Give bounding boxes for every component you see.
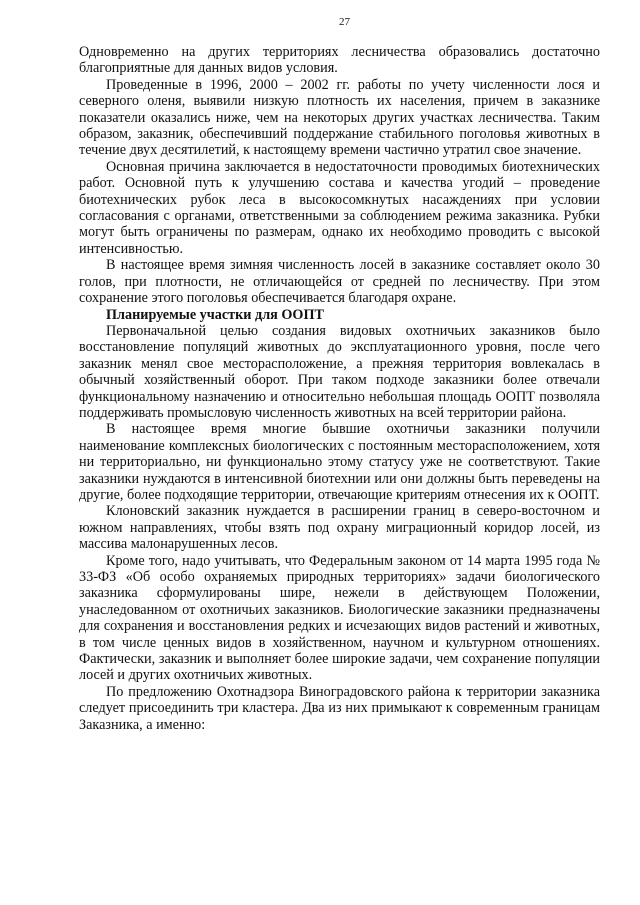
section-heading: Планируемые участки для ООПТ <box>106 306 324 323</box>
section-paragraph-4: Кроме того, надо учитывать, что Федеральным законом от 14 марта 1995 года № 33-ФЗ «Об особо охраняемых природных территориях» задачи биологического заказника сформулированы шире, нежели в действующем Положении, унаследованном от охотничьих заказников. Биологические заказники предназначены для сохранения и восстановления редких и исчезающих видов растений и животных, в том числе ценных видов в хозяйственном, научном и культурном отношениях. Фактически, заказник и выполняет более широкие задачи, чем сохранение популяции лосей и других охотничьих животных. <box>79 552 600 684</box>
section-paragraph-3: Клоновский заказник нуждается в расширении границ в северо-восточном и южном направлениях, чтобы взять под охрану миграционный коридор лосей, из массива малонарушенных лесов. <box>79 503 600 553</box>
document-body <box>79 44 600 733</box>
paragraph-3: Основная причина заключается в недостаточности проводимых биотехнических работ. Основной путь к улучшению состава и качества угодий – проведение биотехнических рубок леса в высокосомкнутых насаждениях при условии согласования с органами, ответственными за соблюдением режима заказника. Рубки могут быть ограничены по размерам, однако их необходимо проводить с высокой интенсивностью. <box>79 158 600 257</box>
section-paragraph-2: В настоящее время многие бывшие охотничьи заказники получили наименование комплексных биологических с постоянным месторасположением, хотя ни территориально, ни функционально этому статусу уже не соответствуют. Такие заказники нуждаются в интенсивной биотехнии или они должны быть переведены на другие, более подходящие территории, отвечающие критериям отнесения их к ООПТ. <box>79 421 600 503</box>
paragraph-1: Одновременно на других территориях лесничества образовались достаточно благоприятные для данных видов условия. <box>79 44 600 77</box>
paragraph-4: В настоящее время зимняя численность лосей в заказнике составляет около 30 голов, при плотности, не отличающейся от средней по лесничеству. При этом сохранение этого поголовья обеспечивается благодаря охране. <box>79 257 600 307</box>
paragraph-2: Проведенные в 1996, 2000 – 2002 гг. работы по учету численности лося и северного оленя, выявили низкую плотность их населения, причем в заказнике показатели оказались ниже, чем на некоторых других участках лесничества. Таким образом, заказник, обеспечивший поддержание стабильного поголовья животных в течение двух десятилетий, к настоящему времени частично утратил свое значение. <box>79 76 600 159</box>
section-paragraph-5: По предложению Охотнадзора Виноградовского района к территории заказника следует присоединить три кластера. Два из них примыкают к современным границам Заказника, а именно: <box>79 683 600 733</box>
section-paragraph-1: Первоначальной целью создания видовых охотничьих заказников было восстановление популяций животных до эксплуатационного уровня, после чего заказник менял свое месторасположение, а прежняя территория вовлекалась в обычный хозяйственный оборот. При таком подходе заказники более отвечали функциональному назначению и относительно небольшая площадь ООПТ позволяла поддерживать промысловую численность животных на всей территории района. <box>79 322 600 421</box>
page-number: 27 <box>339 16 350 28</box>
